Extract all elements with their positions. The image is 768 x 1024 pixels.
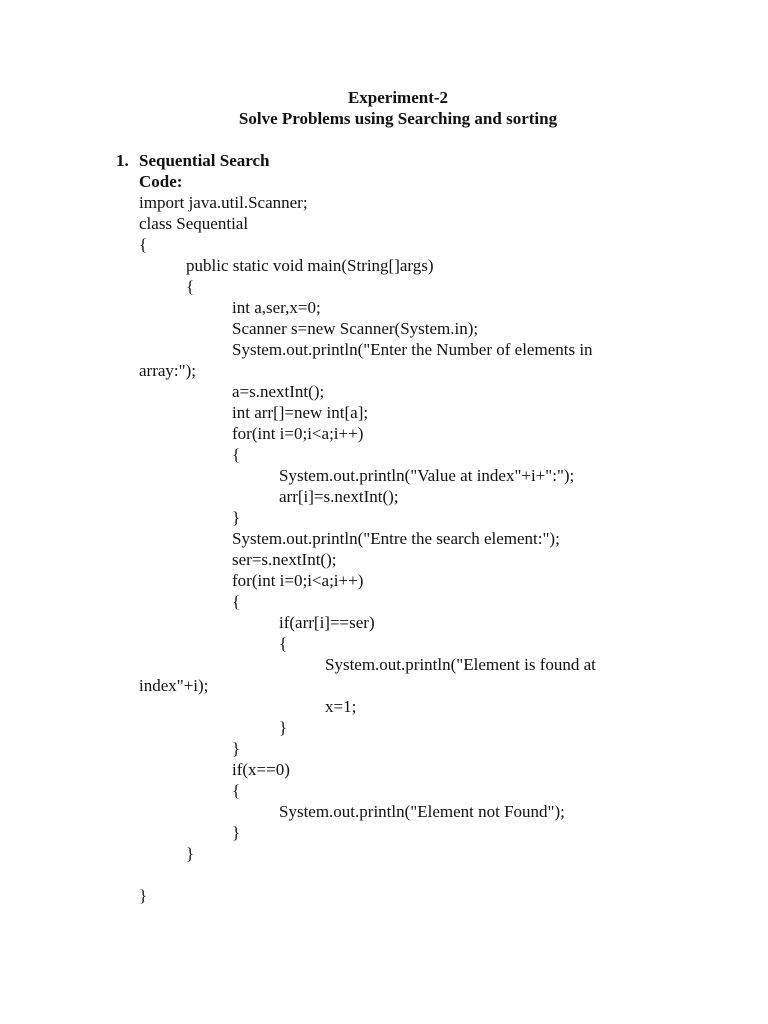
code-line: index"+i);	[139, 676, 209, 695]
code-line: System.out.println("Element is found at	[325, 655, 596, 674]
code-line: class Sequential	[139, 214, 249, 233]
code-line: {	[279, 634, 288, 653]
code-line: if(x==0)	[232, 760, 290, 779]
code-line: array:");	[139, 361, 196, 380]
section-title: Sequential Search	[139, 151, 270, 170]
code-line: if(arr[i]==ser)	[279, 613, 375, 632]
code-line: int a,ser,x=0;	[232, 298, 321, 317]
code-line: {	[139, 235, 148, 254]
code-line: ser=s.nextInt();	[232, 550, 337, 569]
document-title: Experiment-2	[347, 88, 449, 107]
section-number: 1.	[116, 151, 129, 170]
code-line: int arr[]=new int[a];	[232, 403, 369, 422]
code-line: {	[232, 445, 241, 464]
code-line: System.out.println("Entre the search element:");	[232, 529, 560, 548]
code-label: Code:	[139, 172, 183, 191]
code-line: }	[232, 823, 241, 842]
code-block	[139, 192, 639, 906]
code-line: {	[232, 592, 241, 611]
code-line: Scanner s=new Scanner(System.in);	[232, 319, 479, 338]
code-line: System.out.println("Value at index"+i+":");	[279, 466, 575, 485]
code-line: System.out.println("Enter the Number of elements in	[232, 340, 593, 359]
code-line: a=s.nextInt();	[232, 382, 325, 401]
code-line: for(int i=0;i<a;i++)	[232, 571, 364, 590]
code-line: }	[232, 508, 241, 527]
code-line: arr[i]=s.nextInt();	[279, 487, 399, 506]
code-line: }	[186, 844, 195, 863]
code-line: }	[279, 718, 288, 737]
code-line: public static void main(String[]args)	[186, 256, 434, 275]
code-line: System.out.println("Element not Found");	[279, 802, 565, 821]
code-line: }	[232, 739, 241, 758]
code-line: {	[232, 781, 241, 800]
code-line: }	[139, 886, 148, 905]
code-line: import java.util.Scanner;	[139, 193, 308, 212]
code-line	[139, 864, 639, 885]
code-line: for(int i=0;i<a;i++)	[232, 424, 364, 443]
document-subtitle: Solve Problems using Searching and sorting	[238, 109, 558, 128]
code-line: x=1;	[325, 697, 357, 716]
code-line: {	[186, 277, 195, 296]
